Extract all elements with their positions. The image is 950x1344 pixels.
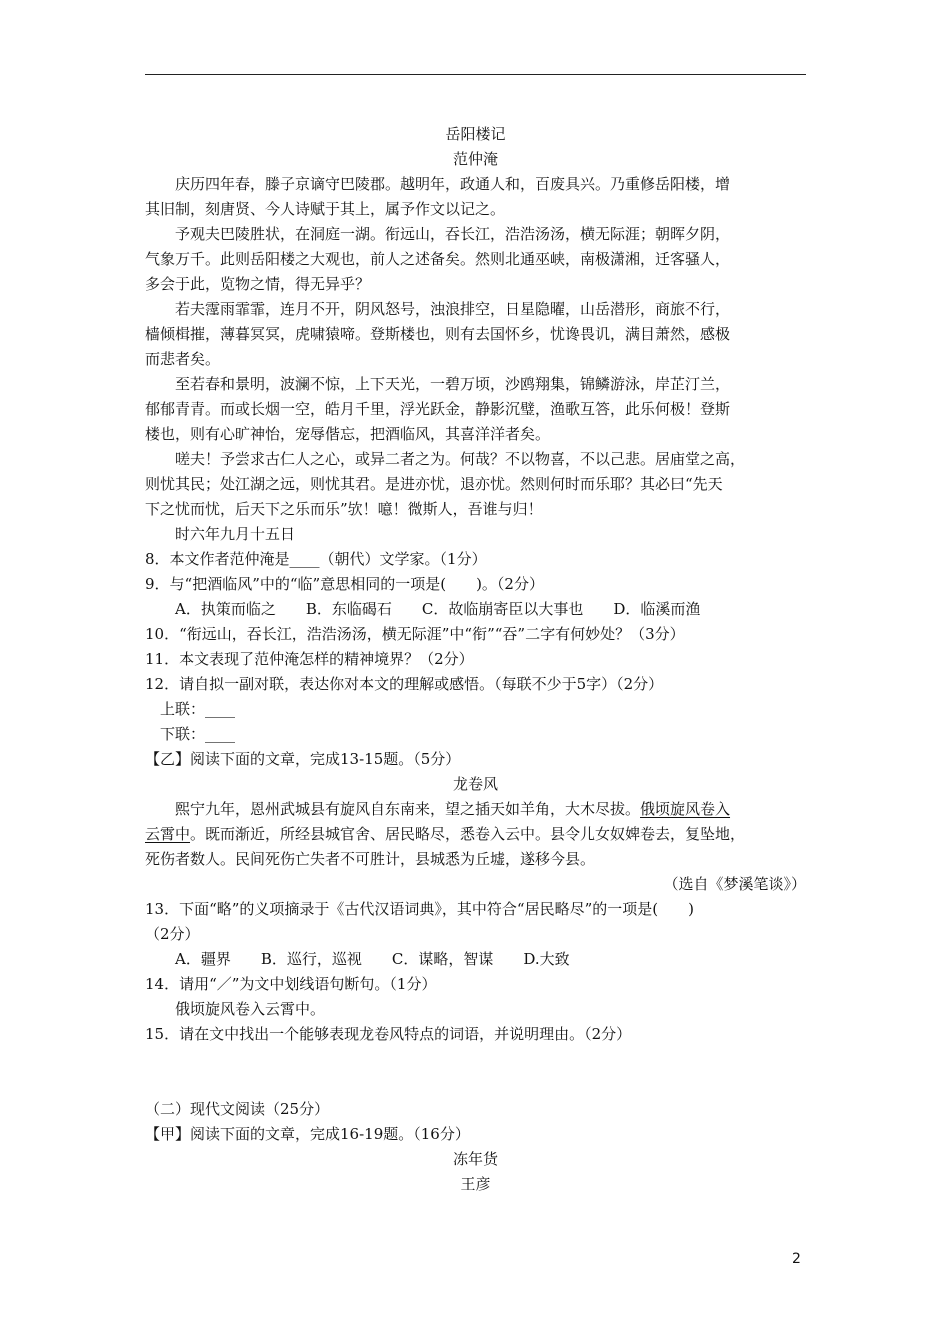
para2-line1: 予观夫巴陵胜状，在洞庭一湖。衔远山，吞长江，浩浩汤汤，横无际涯；朝晖夕阴， (145, 225, 731, 243)
para3-line3: 而悲者矣。 (145, 350, 221, 368)
section-2-heading: （二）现代文阅读（25分） (145, 1100, 330, 1118)
question-10: 10．“衔远山，吞长江，浩浩汤汤，横无际涯”中“衔”“吞”二字有何妙处？（3分） (145, 625, 685, 643)
couplet-upper: 上联：____ (145, 700, 236, 718)
para4-line2: 郁郁青青。而或长烟一空，皓月千里，浮光跃金，静影沉璧，渔歌互答，此乐何极！登斯 (145, 400, 731, 418)
essay-author: 范仲淹 (452, 150, 498, 168)
question-9-options: A．执策而临之 B．东临碣石 C．故临崩寄臣以大事也 D．临溪而渔 (145, 600, 701, 618)
question-13: 13．下面“略”的义项摘录于《古代汉语词典》，其中符合“居民略尽”的一项是( ) (145, 900, 694, 918)
section-jia-intro: 【甲】阅读下面的文章，完成16-19题。（16分） (145, 1125, 470, 1143)
para5-line2: 则忧其民；处江湖之远，则忧其君。是进亦忧，退亦忧。然则何时而乐耶？其必曰“先天 (145, 475, 723, 493)
header-rule (145, 74, 806, 75)
underlined-sentence-part1: 俄顷旋风卷入 (640, 800, 731, 818)
essay-date: 时六年九月十五日 (145, 525, 296, 543)
para5-line1: 嗟夫！予尝求古仁人之心，或异二者之为。何哉？不以物喜，不以己悲。居庙堂之高， (145, 450, 746, 468)
para1-line1: 庆历四年春，滕子京谪守巴陵郡。越明年，政通人和，百废具兴。乃重修岳阳楼，增 (145, 175, 731, 193)
para4-line1: 至若春和景明，波澜不惊，上下天光，一碧万顷，沙鸥翔集，锦鳞游泳，岸芷汀兰， (145, 375, 731, 393)
yi-source: （选自《梦溪笔谈》） (663, 875, 806, 893)
question-14: 14．请用“／”为文中划线语句断句。（1分） (145, 975, 437, 993)
couplet-lower: 下联：____ (145, 725, 236, 743)
question-13-options: A．疆界 B．巡行，巡视 C．谋略，智谋 D.大致 (145, 950, 570, 968)
question-14-sentence: 俄顷旋风卷入云霄中。 (145, 1000, 326, 1018)
yi-line2-text: 。既而渐近，所经县城官舍、居民略尽，悉卷入云中。县令儿女奴婢卷去，复坠地， (190, 825, 746, 843)
question-8: 8．本文作者范仲淹是____（朝代）文学家。（1分） (145, 550, 487, 568)
underlined-sentence-part2: 云霄中 (145, 825, 191, 843)
para2-line2: 气象万千。此则岳阳楼之大观也，前人之述备矣。然则北通巫峡，南极潇湘，迁客骚人， (145, 250, 731, 268)
question-15: 15．请在文中找出一个能够表现龙卷风特点的词语，并说明理由。（2分） (145, 1025, 632, 1043)
para5-line3: 下之忧而忧，后天下之乐而乐”欤！噫！微斯人，吾谁与归！ (145, 500, 543, 518)
para3-line1: 若夫霪雨霏霏，连月不开，阴风怒号，浊浪排空，日星隐曜，山岳潜形，商旅不行， (145, 300, 731, 318)
question-11: 11．本文表现了范仲淹怎样的精神境界？（2分） (145, 650, 474, 668)
yi-line3: 死伤者数人。民间死伤亡失者不可胜计，县城悉为丘墟，遂移今县。 (145, 850, 596, 868)
yi-line1-text: 熙宁九年，恩州武城县有旋风自东南来，望之插天如羊角，大木尽拔。 (145, 800, 641, 818)
section-yi-intro: 【乙】阅读下面的文章，完成13-15题。（5分） (145, 750, 461, 768)
para3-line2: 樯倾楫摧，薄暮冥冥，虎啸猿啼。登斯楼也，则有去国怀乡，忧谗畏讥，满目萧然，感极 (145, 325, 731, 343)
question-12: 12．请自拟一副对联，表达你对本文的理解或感悟。（每联不少于5字）（2分） (145, 675, 664, 693)
jia-title: 冻年货 (452, 1150, 498, 1168)
para2-line3: 多会于此，览物之情，得无异乎？ (145, 275, 371, 293)
yi-title: 龙卷风 (452, 775, 498, 793)
page-number: 2 (792, 1251, 801, 1267)
yi-line1 (145, 799, 730, 819)
yi-line2 (145, 824, 745, 844)
question-13-points: （2分） (145, 925, 200, 943)
para1-line2: 其旧制，刻唐贤、今人诗赋于其上，属予作文以记之。 (145, 200, 506, 218)
jia-author: 王彦 (460, 1175, 491, 1193)
question-9: 9．与“把酒临风”中的“临”意思相同的一项是( )。（2分） (145, 575, 544, 593)
para4-line3: 楼也，则有心旷神怡，宠辱偕忘，把酒临风，其喜洋洋者矣。 (145, 425, 551, 443)
essay-title: 岳阳楼记 (445, 125, 506, 143)
